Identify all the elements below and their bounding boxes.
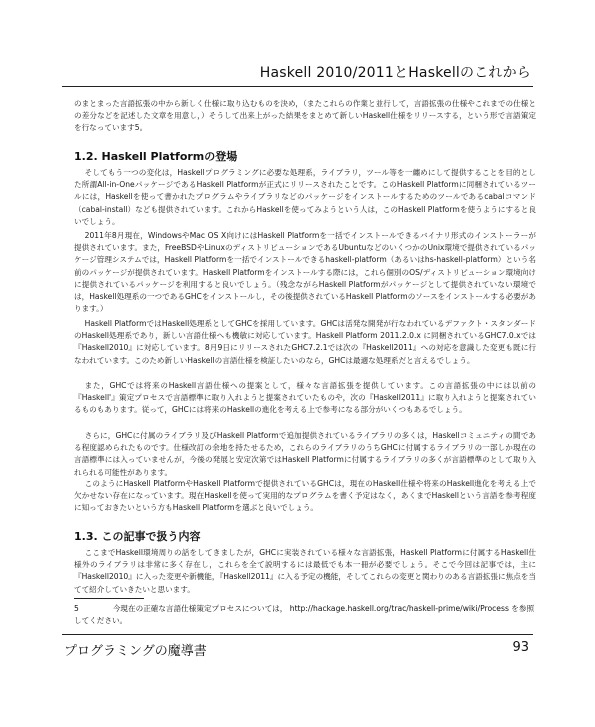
running-header: Haskell 2010/2011とHaskellのこれから bbox=[259, 65, 531, 81]
footer-rule bbox=[62, 634, 533, 635]
section-heading-1-3: 1.3. この記事で扱う内容 bbox=[74, 530, 201, 543]
paragraph-1-2-2: 2011年8月現在，WindowsやMac OS X向けにはHaskell Platformを一括でインストールできるバイナリ形式のインストーラーが提供されています。また，FreeBSDやLinuxのディストリビューションであるUbuntuなどのいくつかのUnix環境で提供されているパッケージ管理システムでは，Haskell Platformを一括でインストールできるhaskell-platform（あるいはhs-haskell-platform）という名前のパッケージが提供されています。Haskell Platformをインストールする際には，これら個別のOS/ディストリビューション環境向けに提供されているパッケージを利用すると良いでしょう。（残念ながらHaskell Platformがパッケージとして提供されていない環境では，Haskell処理系の一つであるGHCをインストールし，その後提供されているHaskell Platformのソースをインストールする必要があります。） bbox=[74, 231, 536, 314]
intro-paragraph: のまとまった言語拡張の中から新しく仕様に取り込むものを決め，（またこれらの作業と並行して，言語拡張の仕様やこれまでの仕様との差分などを記述した文章を用意し，）そうして出来上がった結果をまとめて新しいHaskell仕様をリリースする，という形で言語策定を行なっています5。 bbox=[74, 99, 536, 133]
footnote bbox=[74, 603, 536, 627]
paragraph-1-2-5: さらに，GHCに付属のライブラリ及びHaskell Platformで追加提供されているライブラリの多くは，Haskellコミュニティの間である程度認められたものです。仕様改訂の余地を持たせるため，これらのライブラリのうちGHCに付属するライブラリの一部しか現在の言語標準には入っていませんが，今後の発展と安定次第ではHaskell Platformに付属するライブラリの多くが言語標準のとして取り入れられる可能性があります。 bbox=[74, 431, 536, 477]
paragraph-1-3-1: ここまでHaskell環境周りの話をしてきましたが，GHCに実装されている様々な言語拡張，Haskell Platformに付属するHaskell仕様外のライブラリは非常に多く存在し，これらを全て説明するには最低でも本一冊が必要でしょう。そこで今回は記事では，主に『Haskell2010』に入った変更や新機能，『Haskell2011』に入る予定の機能，そしてこれらの変更と関わりのある言語拡張に焦点を当てて紹介していきたいと思います。 bbox=[74, 548, 536, 594]
footnote-rule bbox=[74, 598, 144, 599]
paragraph-1-2-3: Haskell PlatformではHaskell処理系としてGHCを採用しています。GHCは活発な開発が行なわれているデファクト・スタンダードのHaskell処理系であり，新しい言語仕様へも機敏に対応しています。Haskell Platform 2011.2.0.x に同梱されているGHC7.0.xでは『Haskell2010』に対応しています。8月9日にリリースされたGHC7.2.1では次の『Haskell2011』への対応を意識した変更も既に行なわれています。このため新しいHaskellの言語仕様を検証したいのなら，GHCは最適な処理系だと言えるでしょう。 bbox=[74, 319, 536, 365]
paragraph-1-2-1: そしてもう一つの変化は，Haskellプログラミングに必要な処理系，ライブラリ，ツール等を一纏めにして提供することを目的とした所謂All-in-OneパッケージであるHaskell Platformが正式にリリースされたことです。このHaskell Platformに同梱されているツールには，Haskellを使って書かれたプログラムやライブラリなどのパッケージをインストールするためのツールであるcabalコマンド（cabal-install）なども提供されています。これからHaskellを使ってみようという人は，このHaskell Platformを使うようにすると良いでしょう。 bbox=[74, 168, 536, 226]
page-number: 93 bbox=[512, 640, 529, 655]
footnote-text: 今現在の正確な言語仕様策定プロセスについては， http://hackage.haskell.org/trac/haskell-prime/wiki/Process を参照してください。 bbox=[74, 604, 535, 625]
footnote-number: 5 bbox=[74, 604, 79, 613]
paragraph-1-2-4: また，GHCでは将来のHaskell言語仕様への提案として，様々な言語拡張を提供しています。この言語拡張の中には以前の『Haskell'』策定プロセスで言語標準に取り入れようと提案されていたものや，次の『Haskell2011』に取り入れようと提案されているものもあります。従って，GHCには将来のHaskellの進化を考える上で参考になる部分がいくつもあるでしょう。 bbox=[74, 381, 536, 415]
paragraph-1-2-6: このようにHaskell PlatformやHaskell Platformで提供されているGHCは，現在のHaskell仕様や将来のHaskell進化を考える上で欠かせない存在になっています。現在Haskellを使って実用的なプログラムを書く予定はなく，あくまでHaskellという言語を参考程度に知っておきたいという方もHaskell Platformを選ぶと良いでしょう。 bbox=[74, 479, 536, 513]
header-rule bbox=[62, 86, 533, 87]
section-heading-1-2: 1.2. Haskell Platformの登場 bbox=[74, 150, 238, 163]
footer-book-title: プログラミングの魔導書 bbox=[64, 644, 207, 659]
